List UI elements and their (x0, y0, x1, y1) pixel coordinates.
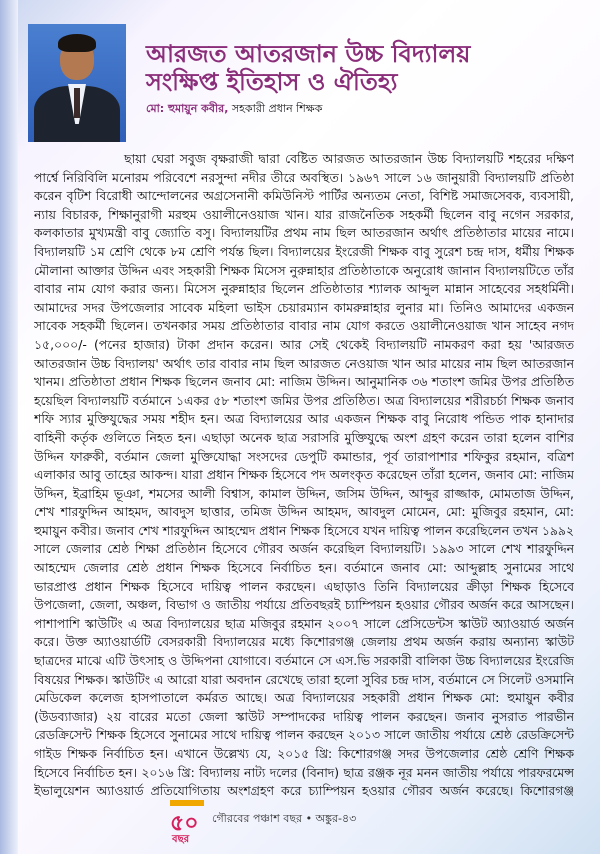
logo-number: ৫০ (170, 811, 199, 836)
article-subtitle: সংক্ষিপ্ত ইতিহাস ও ঐতিহ্য (146, 68, 398, 96)
author-photo (28, 24, 126, 142)
author-byline (146, 100, 322, 119)
author-role: সহকারী প্রধান শিক্ষক (231, 102, 323, 115)
author-name: মো: হুমায়ুন কবীর, (146, 102, 229, 115)
logo-word: বছর (172, 834, 190, 845)
article-body (34, 150, 574, 798)
page-footer: গৌরবের পঞ্চাশ বছর • অঙ্কুর-৪৩ (212, 812, 357, 825)
article-title: আরজত আতরজান উচ্চ বিদ্যালয় (146, 40, 471, 68)
body-paragraph: ছায়া ঘেরা সবুজ বৃক্ষরাজী দ্বারা বেষ্টিত আরজত আতরজান উচ্চ বিদ্যালয়টি শহরের দক্ষিণ পার্শ্বে নিরিবিলি মনোরম পরিবেশে নরসুন্দা নদীর তীরে অবস্থিত। ১৯৬৭ সালে ১৬ জানুয়ারী বিদ্যালয়টি প্রতিষ্ঠা করেন বৃটিশ বিরোধী আন্দোলনের অগ্রসেনানী কমিউনিস্ট পার্টির অন্যতম নেতা, বিশিষ্ট সমাজসেবক, ব্যবসায়ী, ন্যায় বিচারক, শিক্ষানুরাগী মরহুম ওয়ালীনেওয়াজ খান। যার রাজনৈতিক সহকর্মী ছিলেন বাবু নগেন সরকার, কলকাতার মুখ্যমন্ত্রী বাবু জ্যোতি বসু। বিদ্যালয়টির প্রথম নাম ছিল আতরজান অর্থাৎ প্রতিষ্ঠাতার মায়ের নামে। বিদ্যালয়টি ১ম শ্রেণি থেকে ৮ম শ্রেণি পর্যন্ত ছিল। বিদ্যালয়ের ইংরেজী শিক্ষক বাবু সুরেশ চন্দ্র দাস, ধর্মীয় শিক্ষক মৌলানা আক্তার উদ্দিন এবং সহকারী শিক্ষক মিসেস নুরুন্নাহার প্রতিষ্ঠাতাকে অনুরোধ জানান বিদ্যালয়টিতে তাঁর বাবার নাম যোগ করার জন্য। মিসেস নুরুন্নাহার ছিলেন প্রতিষ্ঠাতার শ্যালক আব্দুল মান্নান সাহেবের সহধর্মিনী। আমাদের সদর উপজেলার সাবেক মহিলা ভাইস চেয়ারম্যান কামরুন্নাহার লুনার মা। তিনিও আমাদের একজন সাবেক সহকর্মী ছিলেন। তখনকার সময় প্রতিষ্ঠাতার বাবার নাম যোগ করতে ওয়ালীনেওয়াজ খান সাহেব নগদ ১৫,০০০/- (পনের হাজার) টাকা প্রদান করেন। আর সেই থেকেই বিদ্যালয়টি নামকরণ করা হয় 'আরজত আতরজান উচ্চ বিদ্যালয়' অর্থাৎ তার বাবার নাম ছিল আরজত নেওয়াজ খান আর মায়ের নাম ছিল আতরজান খানম। প্রতিষ্ঠাতা প্রধান শিক্ষক ছিলেন জনাব মো: নাজিম উদ্দিন। আনুমানিক ৩৬ শতাংশ জমির উপর প্রতিষ্ঠিত হয়েছিল বিদ্যালয়টি বর্তমানে ১একর ৫৮ শতাংশ জমির উপর প্রতিষ্ঠিত। অত্র বিদ্যালয়ের শরীরচর্চা শিক্ষক জনাব শফি স্যার মুক্তিযুদ্ধের সময় শহীদ হন। অত্র বিদ্যালয়ের আর একজন শিক্ষক বাবু নিরোধ পন্ডিত পাক হানাদার বাহিনী কর্তৃক গুলিতে নিহত হন। এছাড়া অনেক ছাত্র সরাসরি মুক্তিযুদ্ধে অংশ গ্রহণ করেন তারা হলেন বাশির উদ্দিন ফারুকী, বর্তমান জেলা মুক্তিযোদ্ধা সংসদের ডেপুটি কমান্ডার, পূর্ব তারাপাশার শফিকুর রহমান, বত্রিশ এলাকার আবু তাহের আকন্দ। যারা প্রধান শিক্ষক হিসেবে পদ অলংকৃত করেছেন তাঁরা হলেন, জনাব মো: নাজিম উদ্দিন, ইব্রাহিম ভূঞা, শমসের আলী বিশ্বাস, কামাল উদ্দিন, জসিম উদ্দিন, আব্দুর রাজ্জাক, মোমতাজ উদ্দিন, শেখ শারফুদ্দিন আহমদ, আবদুস ছাত্তার, তমিজ উদ্দিন আহমদ, আবদুল মোমেন, মো: মুজিবুর রহমান, মো: হুমায়ুন কবীর। জনাব শেখ শারফুদ্দিন আহম্মেদ প্রধান শিক্ষক হিসেবে যখন দায়িত্ব পালন করেছিলেন তখন ১৯৯২ সালে জেলার শ্রেষ্ঠ শিক্ষা প্রতিষ্ঠান হিসেবে গৌরব অর্জন করেছিল বিদ্যালয়টি। ১৯৯৩ সালে শেখ শারফুদ্দিন আহম্মেদ জেলার শ্রেষ্ঠ প্রধান শিক্ষক হিসেবে নির্বাচিত হন। বর্তমানে জনাব মো: আব্দুল্লাহ সুনামের সাথে ভারপ্রাপ্ত প্রধান শিক্ষক হিসেবে দায়িত্ব পালন করছেন। এছাড়াও তিনি বিদ্যালয়ের ক্রীড়া শিক্ষক হিসেবে উপজেলা, জেলা, অঞ্চল, বিভাগ ও জাতীয় পর্যায়ে প্রতিবছরই চ্যাম্পিয়ন হওয়ার গৌরব অর্জন করে আসছেন। পাশাপাশি স্কাউটিং এ অত্র বিদ্যালয়ের ছাত্র মজিবুর রহমান ২০০৭ সালে প্রেসিডেন্টস স্কাউট অ্যাওয়ার্ড অর্জন করে। উক্ত অ্যাওয়ার্ডটি বেসরকারী বিদ্যালয়ের মধ্যে কিশোরগঞ্জ জেলায় প্রথম অর্জন করায় অন্যান্য স্কাউট ছাত্রদের মাঝে এটি উৎসাহ ও উদ্দিপনা যোগাবে। বর্তমানে সে এস.ভি সরকারী বালিকা উচ্চ বিদ্যালয়ের ইংরেজি বিষয়ের শিক্ষক। স্কাউটিং এ আরো যারা অবদান রেখেছে তারা হলো সুবির চন্দ্র দাস, বর্তমানে সে সিলেট ওসমানি মেডিকেল কলেজ হাসপাতালে কর্মরত আছে। অত্র বিদ্যালয়ের সহকারী প্রধান শিক্ষক মো: হুমায়ুন কবীর (উডব্যাজার) ২য় বারের মতো জেলা স্কাউট সম্পাদকের দায়িত্ব পালন করছেন। জনাব নুসরাত পারভীন রেডক্রিসেন্ট শিক্ষক হিসেবে সুনামের সাথে দায়িত্ব পালন করছেন ২০১৩ সালে জাতীয় পর্যায়ে শ্রেষ্ঠ রেডক্রিসেন্ট গাইড শিক্ষক নির্বাচিত হন। এখানে উল্লেখ্য যে, ২০১৫ খ্রি: কিশোরগঞ্জ সদর উপজেলার শ্রেষ্ঠ শ্রেণি শিক্ষক হিসেবে নির্বাচিত হন। ২০১৬ খ্রি: বিদ্যালয় নাট্য দলের (বিনাদ) ছাত্র রঞ্জক নূর মনন জাতীয় পর্যায়ে পারফরমেন্স ইভালুয়েশন অ্যাওয়ার্ড প্রতিযোগিতায় অংশগ্রহণ করে চ্যাম্পিয়ন হওয়ার গৌরব অর্জন করেছে। কিশোরগঞ্জ (34, 151, 574, 798)
left-edge-decoration (0, 0, 18, 854)
anniversary-logo (168, 798, 208, 844)
